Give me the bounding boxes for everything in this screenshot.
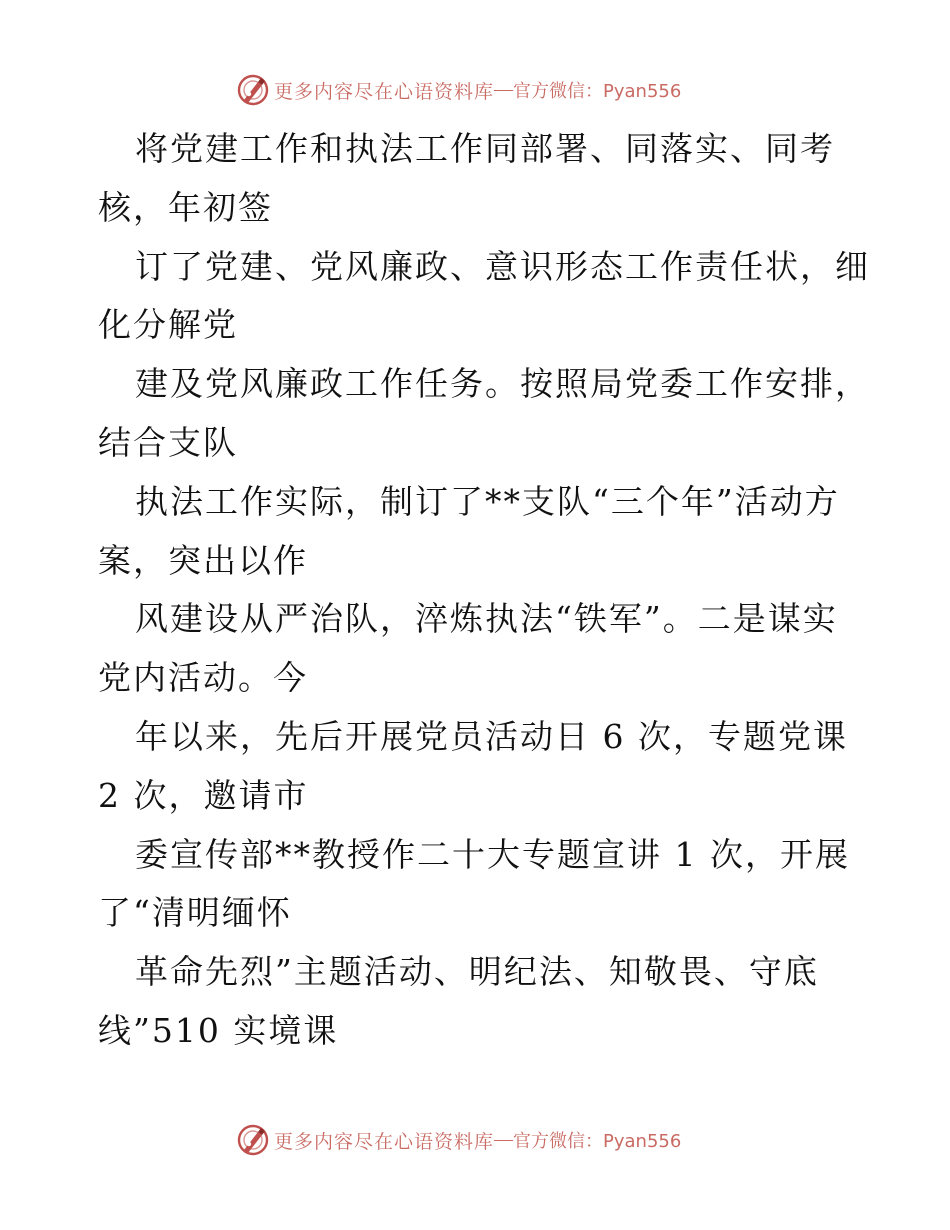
watermark-main-text: 更多内容尽在心语资料库: [274, 80, 495, 103]
paragraph-line: 将党建工作和执法工作同部署、同落实、同考: [135, 129, 835, 168]
paragraph-line: 执法工作实际，制订了**支队“三个年”活动方: [135, 481, 840, 521]
paragraph-line: 结合支队: [98, 422, 238, 462]
paragraph-line: 案，突出以作: [98, 540, 308, 580]
paragraph-line: 化分解党: [98, 305, 238, 345]
paragraph-line: 2 次，邀请市: [98, 775, 309, 815]
paragraph-line: 风建设从严治队，淬炼执法“铁军”。二是谋实: [135, 599, 838, 639]
watermark-wechat-text: 官方微信：Pyan556: [513, 81, 682, 102]
paragraph-line: 建及党风廉政工作任务。按照局党委工作安排，: [135, 364, 870, 404]
watermark-wechat-text: 官方微信：Pyan556: [513, 1131, 682, 1152]
watermark-dash: —: [494, 79, 514, 100]
watermark-dash: —: [494, 1129, 514, 1150]
document-body: [98, 120, 878, 1061]
paragraph-line: 核，年初签: [98, 187, 273, 227]
pen-logo-icon: [236, 73, 270, 107]
paragraph-line: 党内活动。今: [98, 658, 308, 698]
paragraph-line: 了“清明缅怀: [98, 893, 292, 933]
header-watermark: [236, 73, 681, 107]
paragraph-line: 年以来，先后开展党员活动日 6 次，专题党课: [135, 716, 848, 756]
paragraph-line: 革命先烈”主题活动、明纪法、知敬畏、守底: [135, 952, 819, 992]
pen-logo-icon: [236, 1123, 270, 1157]
paragraph-line: 委宣传部**教授作二十大专题宣讲 1 次，开展: [135, 834, 850, 874]
paragraph-line: 订了党建、党风廉政、意识形态工作责任状，细: [135, 246, 870, 286]
watermark-main-text: 更多内容尽在心语资料库: [274, 1130, 495, 1153]
paragraph-line: 线”510 实境课: [98, 1010, 339, 1050]
footer-watermark: [236, 1123, 681, 1157]
